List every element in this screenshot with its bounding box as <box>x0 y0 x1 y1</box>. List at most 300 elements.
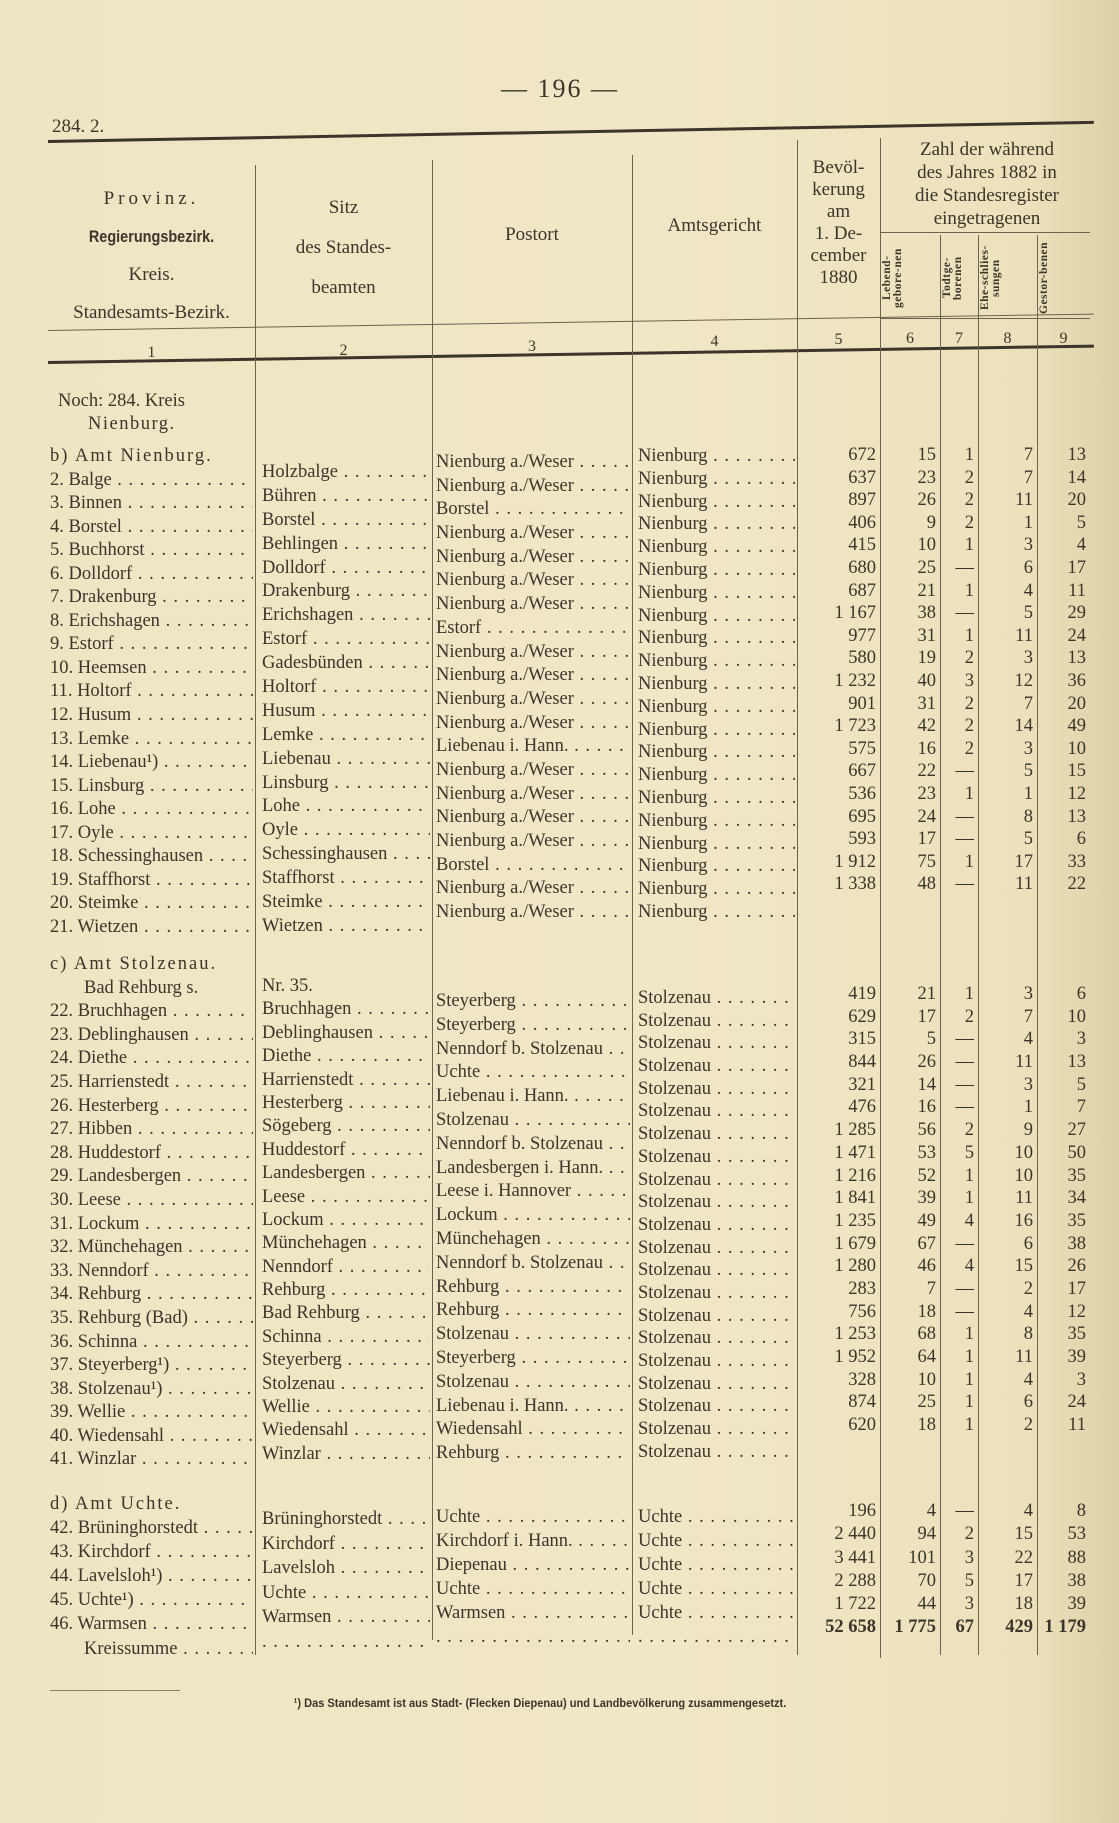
population-column <box>797 1500 880 1640</box>
sitz-cell: Bühren . . . <box>262 485 430 509</box>
names-column <box>50 445 253 939</box>
population-cell: 1 216 <box>834 1165 876 1186</box>
live-births-cell: 70 <box>917 1570 936 1591</box>
footnote: ¹) Das Standesamt ist aus Stadt- (Flecken Diepenau) und Landbevölkerung zusammengesetzt. <box>293 1696 787 1710</box>
header-col5-line: 1. De- <box>814 223 863 244</box>
marriages-cell: 3 <box>1023 648 1033 669</box>
district-name: d) Amt Uchte. <box>50 1494 182 1514</box>
live-births-column <box>880 983 940 1437</box>
live-births-cell: 26 <box>917 1052 936 1073</box>
live-births-cell: 23 <box>917 467 936 488</box>
amtsgericht-column <box>638 445 795 924</box>
amtsgericht-cell: Nienburg . . . <box>638 719 795 742</box>
stillbirths-cell: 1 <box>964 1369 974 1390</box>
amtsgericht-cell: Nienburg . . . <box>638 468 795 491</box>
district-name: 27. Hibben . . . <box>50 1118 253 1142</box>
stillbirths-cell: — <box>955 1301 974 1322</box>
deaths-cell: 38 <box>1067 1233 1086 1254</box>
header-regierungsbezirk: Regierungsbezirk. <box>88 227 215 246</box>
live-births-cell: 22 <box>917 761 936 782</box>
column-divider <box>432 160 433 1640</box>
live-births-cell: 4 <box>926 1501 936 1521</box>
deaths-cell: 8 <box>1076 1501 1086 1521</box>
population-cell: 1 285 <box>834 1120 876 1141</box>
marriages-cell: 3 <box>1023 984 1033 1004</box>
postort-cell: Nenndorf b. Stolzenau . . . <box>436 1133 630 1157</box>
population-cell: 1 280 <box>834 1256 876 1277</box>
postort-cell: Nenndorf b. Stolzenau . . . <box>436 1038 630 1062</box>
district-name: 17. Oyle . . . <box>50 822 253 846</box>
postort-cell: Nenndorf b. Stolzenau . . . <box>436 1252 630 1276</box>
stillbirths-cell: — <box>955 1097 974 1118</box>
population-cell: 1 338 <box>834 874 876 895</box>
population-cell: 328 <box>848 1369 876 1390</box>
live-births-cell: 31 <box>917 625 936 646</box>
stillbirths-cell: — <box>955 1029 974 1050</box>
deaths-cell: 34 <box>1067 1188 1086 1209</box>
stillbirths-cell: — <box>955 1074 974 1095</box>
amtsgericht-cell: Uchte . . . <box>638 1553 795 1577</box>
deaths-cell: 6 <box>1076 829 1086 850</box>
sitz-cell: Bad Rehburg . . . <box>262 1302 430 1325</box>
population-cell: 1 912 <box>834 851 876 872</box>
marriages-cell: 1 <box>1023 1097 1033 1118</box>
header-standesamts-bezirk: Standesamts-Bezirk. <box>73 302 230 323</box>
population-cell: 415 <box>848 535 876 556</box>
page-number: — 196 — <box>501 74 619 103</box>
population-cell: 593 <box>848 829 876 850</box>
marriages-cell: 4 <box>1023 1301 1033 1322</box>
district-name: 7. Drakenburg . . . <box>50 586 253 610</box>
deaths-cell: 13 <box>1067 445 1086 465</box>
marriages-cell: 11 <box>1015 874 1033 895</box>
amtsgericht-cell: Uchte . . . <box>638 1577 795 1601</box>
postort-cell: Stolzenau . . . <box>436 1109 630 1133</box>
header-postort: Postort <box>505 224 559 245</box>
postort-cell: Nienburg a./Weser . . . <box>436 759 630 783</box>
marriages-cell: 15 <box>1014 1524 1033 1545</box>
live-births-cell: 40 <box>917 670 936 691</box>
sitz-column <box>262 975 430 1466</box>
marriages-cell: 10 <box>1014 1142 1033 1163</box>
sitz-cell: Diethe . . . <box>262 1045 430 1068</box>
header-col1 <box>48 180 255 332</box>
stillbirths-cell: 1 <box>964 984 974 1004</box>
sitz-column <box>262 461 430 939</box>
marriages-cell: 4 <box>1023 1501 1033 1521</box>
live-births-cell: 21 <box>917 984 936 1004</box>
amtsgericht-cell: Nienburg . . . <box>638 513 795 536</box>
sitz-cell: Husum . . . <box>262 700 430 724</box>
district-name: Kreissumme . . . <box>50 1637 253 1661</box>
sitz-cell: Landesbergen . . . <box>262 1162 430 1185</box>
deaths-cell: 10 <box>1067 1006 1086 1027</box>
header-col5-line: kerung <box>812 179 865 200</box>
header-eheschliessungen: Ehe-schlies-sungen <box>979 245 1002 311</box>
population-cell: 844 <box>848 1052 876 1073</box>
district-name: 11. Holtorf . . . <box>50 680 253 704</box>
live-births-cell: 39 <box>917 1188 936 1209</box>
deaths-cell: 20 <box>1067 693 1086 714</box>
population-cell: 756 <box>848 1301 876 1322</box>
district-name: Bad Rehburg s. <box>84 977 199 998</box>
sitz-cell: Gadesbünden . . . <box>262 652 430 676</box>
stillbirths-cell: 1 <box>964 535 974 556</box>
population-cell: 2 440 <box>834 1524 876 1545</box>
live-births-cell: 23 <box>917 783 936 804</box>
population-cell: 620 <box>848 1415 876 1436</box>
header-col5-line: cember <box>810 245 867 266</box>
amtsgericht-cell: Stolzenau . . . <box>638 1191 795 1214</box>
live-births-cell: 52 <box>917 1165 936 1186</box>
column-divider <box>632 155 633 1635</box>
postort-cell: Uchte . . . <box>436 1061 630 1085</box>
postort-cell: Nienburg a./Weser . . . <box>436 475 630 499</box>
amtsgericht-cell: Stolzenau . . . <box>638 1418 795 1441</box>
marriages-cell: 12 <box>1014 670 1033 691</box>
amtsgericht-cell: Stolzenau . . . <box>638 987 795 1010</box>
stillbirths-cell: — <box>955 557 974 578</box>
population-cell: 1 232 <box>834 670 876 691</box>
deaths-cell: 53 <box>1067 1524 1086 1545</box>
live-births-cell: 46 <box>917 1256 936 1277</box>
amtsgericht-cell: Stolzenau . . . <box>638 1350 795 1373</box>
sitz-cell: Hesterberg . . . <box>262 1092 430 1115</box>
amtsgericht-cell: Stolzenau . . . <box>638 1305 795 1328</box>
live-births-cell: 38 <box>917 603 936 624</box>
table-reference: 284. 2. <box>52 116 105 137</box>
live-births-cell: 14 <box>917 1074 936 1095</box>
postort-cell: Lockum . . . <box>436 1204 630 1228</box>
population-cell: 1 841 <box>834 1188 876 1209</box>
district-name: 30. Leese . . . <box>50 1189 253 1213</box>
total-live-births-cell: 1 775 <box>894 1617 936 1638</box>
amtsgericht-cell: Stolzenau . . . <box>638 1146 795 1169</box>
header-group-line: eingetragenen <box>933 208 1041 229</box>
deaths-cell: 29 <box>1067 603 1086 624</box>
deaths-cell: 88 <box>1067 1547 1086 1568</box>
population-cell: 283 <box>848 1278 876 1299</box>
district-name: 14. Liebenau¹) . . . <box>50 751 253 775</box>
live-births-cell: 44 <box>917 1594 936 1615</box>
postort-cell: Rehburg . . . <box>436 1299 630 1323</box>
header-col2 <box>255 188 432 308</box>
district-name: 40. Wiedensahl . . . <box>50 1425 253 1449</box>
postort-cell: Steyerberg . . . <box>436 1347 630 1371</box>
header-lebendgeborene: Lebend-gebore-nen <box>881 248 904 308</box>
district-name: 44. Lavelsloh¹) . . . <box>50 1564 253 1588</box>
district-name: 23. Deblinghausen . . . <box>50 1024 253 1048</box>
live-births-cell: 56 <box>917 1120 936 1141</box>
deaths-cell: 36 <box>1067 670 1086 691</box>
amtsgericht-cell: Nienburg . . . <box>638 491 795 514</box>
postort-cell: Nienburg a./Weser . . . <box>436 688 630 712</box>
population-cell: 1 471 <box>834 1142 876 1163</box>
amtsgericht-cell: Stolzenau . . . <box>638 1373 795 1396</box>
postort-cell: Stolzenau . . . <box>436 1323 630 1347</box>
amtsgericht-cell: Nienburg . . . <box>638 878 795 901</box>
amtsgericht-cell: Stolzenau . . . <box>638 1055 795 1078</box>
live-births-cell: 21 <box>917 580 936 601</box>
amtsgericht-cell: Stolzenau . . . <box>638 1282 795 1305</box>
total-stillbirths-cell: 67 <box>955 1617 974 1638</box>
postort-cell: Stolzenau . . . <box>436 1371 630 1395</box>
marriages-cell: 7 <box>1023 1006 1033 1027</box>
sitz-cell: Münchehagen . . . <box>262 1232 430 1255</box>
live-births-cell: 64 <box>917 1347 936 1367</box>
header-col5-line: 1880 <box>819 267 858 288</box>
subheader-rule <box>880 318 1090 319</box>
district-name: 16. Lohe . . . <box>50 798 253 822</box>
names-column <box>50 953 253 1472</box>
stillbirths-cell: 2 <box>964 490 974 511</box>
sitz-cell: Brüninghorstedt . . . <box>262 1507 430 1532</box>
population-column <box>797 983 880 1437</box>
column-number: 5 <box>834 331 843 348</box>
amtsgericht-cell: Stolzenau . . . <box>638 1395 795 1418</box>
population-cell: 1 723 <box>834 716 876 737</box>
sitz-cell: Linsburg . . . <box>262 772 430 796</box>
population-cell: 897 <box>848 490 876 511</box>
amtsgericht-cell: Nienburg . . . <box>638 833 795 856</box>
population-cell: 315 <box>848 1029 876 1050</box>
district-name: 39. Wellie . . . <box>50 1401 253 1425</box>
stillbirths-cell: 2 <box>964 467 974 488</box>
deaths-cell: 5 <box>1076 1074 1086 1095</box>
deaths-cell: 17 <box>1067 1278 1086 1299</box>
live-births-cell: 25 <box>917 557 936 578</box>
population-cell: 476 <box>848 1097 876 1118</box>
column-number: 2 <box>339 342 348 359</box>
amtsgericht-cell: Stolzenau . . . <box>638 1123 795 1146</box>
live-births-cell: 94 <box>917 1524 936 1545</box>
marriages-cell: 5 <box>1023 761 1033 782</box>
marriages-cell: 6 <box>1023 1392 1033 1413</box>
deaths-cell: 12 <box>1067 1301 1086 1322</box>
population-cell: 406 <box>848 512 876 533</box>
column-number: 1 <box>147 344 156 361</box>
marriages-cell: 11 <box>1015 1347 1033 1367</box>
postort-cell: Liebenau i. Hann. . . . <box>436 1395 630 1419</box>
district-name: 33. Nenndorf . . . <box>50 1260 253 1284</box>
amtsgericht-column <box>638 1505 795 1649</box>
stillbirths-column <box>940 1500 978 1640</box>
marriages-column <box>978 444 1037 896</box>
marriages-cell: 2 <box>1023 1278 1033 1299</box>
district-name: 41. Winzlar . . . <box>50 1448 253 1472</box>
amtsgericht-cell: Stolzenau . . . <box>638 1100 795 1123</box>
marriages-cell: 5 <box>1023 829 1033 850</box>
header-col5-line: am <box>826 201 851 222</box>
deaths-cell: 11 <box>1068 580 1086 601</box>
live-births-cell: 25 <box>917 1392 936 1413</box>
district-name: 10. Heemsen . . . <box>50 657 253 681</box>
district-name: 25. Harrienstedt . . . <box>50 1071 253 1095</box>
stillbirths-cell: 1 <box>964 445 974 465</box>
stillbirths-cell: 2 <box>964 1120 974 1141</box>
district-name: 8. Erichshagen . . . <box>50 610 253 634</box>
amtsgericht-cell: Nienburg . . . <box>638 536 795 559</box>
postort-cell: Nienburg a./Weser . . . <box>436 569 630 593</box>
population-cell: 901 <box>848 693 876 714</box>
live-births-cell: 16 <box>917 1097 936 1118</box>
live-births-cell: 68 <box>917 1324 936 1345</box>
sitz-cell: Lockum . . . <box>262 1209 430 1232</box>
live-births-cell: 15 <box>917 445 936 465</box>
postort-cell: Rehburg . . . <box>436 1276 630 1300</box>
deaths-cell: 3 <box>1076 1029 1086 1050</box>
population-cell: 580 <box>848 648 876 669</box>
population-cell: 977 <box>848 625 876 646</box>
sitz-cell: Erichshagen . . . <box>262 604 430 628</box>
marriages-cell: 17 <box>1014 1570 1033 1591</box>
sitz-cell: Nenndorf . . . <box>262 1256 430 1279</box>
population-cell: 196 <box>848 1501 876 1521</box>
sitz-cell: Oyle . . . <box>262 819 430 843</box>
stillbirths-cell: 2 <box>964 1524 974 1545</box>
continuation-line: Noch: 284. Kreis <box>58 391 185 411</box>
marriages-cell: 22 <box>1014 1547 1033 1568</box>
deaths-cell: 14 <box>1067 467 1086 488</box>
postort-cell: Nienburg a./Weser . . . <box>436 806 630 830</box>
sitz-cell: Kirchdorf . . . <box>262 1532 430 1557</box>
live-births-cell: 17 <box>917 829 936 850</box>
population-cell: 2 288 <box>834 1570 876 1591</box>
live-births-cell: 26 <box>917 490 936 511</box>
header-todtgeborene: Todtge-borenen <box>941 256 964 300</box>
amtsgericht-cell: Nienburg . . . <box>638 696 795 719</box>
column-number: 4 <box>710 333 719 350</box>
district-name: 42. Brüninghorstedt . . . <box>50 1516 253 1540</box>
marriages-cell: 17 <box>1014 851 1033 872</box>
population-cell: 1 167 <box>834 603 876 624</box>
sitz-cell: Uchte . . . <box>262 1581 430 1606</box>
stillbirths-cell: 1 <box>964 1165 974 1186</box>
population-cell: 536 <box>848 783 876 804</box>
marriages-cell: 4 <box>1023 1369 1033 1390</box>
amtsgericht-cell: Stolzenau . . . <box>638 1259 795 1282</box>
live-births-cell: 67 <box>917 1233 936 1254</box>
sitz-cell: Rehburg . . . <box>262 1279 430 1302</box>
live-births-cell: 7 <box>926 1278 936 1299</box>
marriages-cell: 2 <box>1023 1415 1033 1436</box>
header-gestorbene: Gestor-benen <box>1038 241 1050 314</box>
stillbirths-column <box>940 983 978 1437</box>
population-cell: 575 <box>848 738 876 759</box>
live-births-cell: 10 <box>917 1369 936 1390</box>
header-beamten: beamten <box>311 277 376 298</box>
postort-column <box>436 1505 630 1649</box>
district-name: 21. Wietzen . . . <box>50 916 253 940</box>
total-marriages-cell: 429 <box>1005 1617 1033 1638</box>
sitz-cell: Harrienstedt . . . <box>262 1069 430 1092</box>
postort-cell: Rehburg . . . <box>436 1442 630 1466</box>
stillbirths-cell: 1 <box>964 783 974 804</box>
district-name: 43. Kirchdorf . . . <box>50 1540 253 1564</box>
sitz-cell: Schinna . . . <box>262 1326 430 1349</box>
postort-cell: Nienburg a./Weser . . . <box>436 830 630 854</box>
stillbirths-cell: 2 <box>964 512 974 533</box>
sitz-cell: Lavelsloh . . . <box>262 1556 430 1581</box>
deaths-cell: 13 <box>1067 648 1086 669</box>
amtsgericht-cell: Stolzenau . . . <box>638 1237 795 1260</box>
sitz-column <box>262 1507 430 1654</box>
live-births-cell: 17 <box>917 1006 936 1027</box>
header-kreis: Kreis. <box>128 264 175 285</box>
group-header-rule <box>880 232 1090 233</box>
sitz-cell: Holzbalge . . . <box>262 461 430 485</box>
amtsgericht-cell: Nienburg . . . <box>638 582 795 605</box>
district-name: 29. Landesbergen . . . <box>50 1165 253 1189</box>
marriages-column <box>978 983 1037 1437</box>
header-col5 <box>797 157 880 289</box>
marriages-cell: 3 <box>1023 1074 1033 1095</box>
header-provinz: Provinz. <box>103 188 200 209</box>
postort-cell: Nienburg a./Weser . . . <box>436 546 630 570</box>
deaths-column <box>1037 983 1090 1437</box>
sitz-cell: Huddestorf . . . <box>262 1139 430 1162</box>
stillbirths-column <box>940 444 978 896</box>
stillbirths-cell: — <box>955 1052 974 1073</box>
marriages-cell: 11 <box>1015 1052 1033 1073</box>
amtsgericht-cell: Stolzenau . . . <box>638 1032 795 1055</box>
deaths-cell: 49 <box>1067 716 1086 737</box>
postort-cell: Uchte . . . <box>436 1577 630 1601</box>
district-name: 28. Huddestorf . . . <box>50 1142 253 1166</box>
postort-cell: Liebenau i. Hann. . . . <box>436 1085 630 1109</box>
district-name: 20. Steimke . . . <box>50 892 253 916</box>
sitz-cell: Nr. 35. <box>262 976 313 996</box>
postort-column <box>436 990 630 1466</box>
stillbirths-cell: — <box>955 761 974 782</box>
district-name: 13. Lemke . . . <box>50 728 253 752</box>
deaths-cell: 20 <box>1067 490 1086 511</box>
stillbirths-cell: 1 <box>964 625 974 646</box>
amtsgericht-cell: Nienburg . . . <box>638 787 795 810</box>
amtsgericht-cell: Nienburg . . . <box>638 901 795 924</box>
stillbirths-cell: — <box>955 603 974 624</box>
sitz-cell: Deblinghausen . . . <box>262 1022 430 1045</box>
live-births-cell: 24 <box>917 806 936 827</box>
stillbirths-cell: 1 <box>964 1188 974 1209</box>
amtsgericht-cell: Stolzenau . . . <box>638 1441 795 1464</box>
sitz-cell: Estorf . . . <box>262 628 430 652</box>
live-births-cell: 5 <box>926 1029 936 1050</box>
population-cell: 3 441 <box>834 1547 876 1568</box>
marriages-cell: 16 <box>1014 1210 1033 1231</box>
sitz-cell: Wietzen . . . <box>262 915 430 939</box>
sitz-cell: Holtorf . . . <box>262 676 430 700</box>
deaths-cell: 39 <box>1067 1347 1086 1367</box>
header-col5-line: Bevöl- <box>812 157 865 178</box>
marriages-cell: 5 <box>1023 603 1033 624</box>
marriages-cell: 1 <box>1023 512 1033 533</box>
postort-cell: Leese i. Hannover . . . <box>436 1180 630 1204</box>
stillbirths-cell: 2 <box>964 1006 974 1027</box>
postort-cell: Landesbergen i. Hann. . . . <box>436 1157 630 1181</box>
header-group-line: des Jahres 1882 in <box>917 162 1057 183</box>
district-name: 19. Staffhorst . . . <box>50 869 253 893</box>
deaths-cell: 35 <box>1067 1210 1086 1231</box>
marriages-cell: 4 <box>1023 580 1033 601</box>
population-cell: 321 <box>848 1074 876 1095</box>
stillbirths-cell: 1 <box>964 1415 974 1436</box>
marriages-cell: 8 <box>1023 806 1033 827</box>
deaths-column <box>1037 444 1090 896</box>
marriages-cell: 1 <box>1023 783 1033 804</box>
district-name: 9. Estorf . . . <box>50 633 253 657</box>
amtsgericht-cell: Uchte . . . <box>638 1505 795 1529</box>
